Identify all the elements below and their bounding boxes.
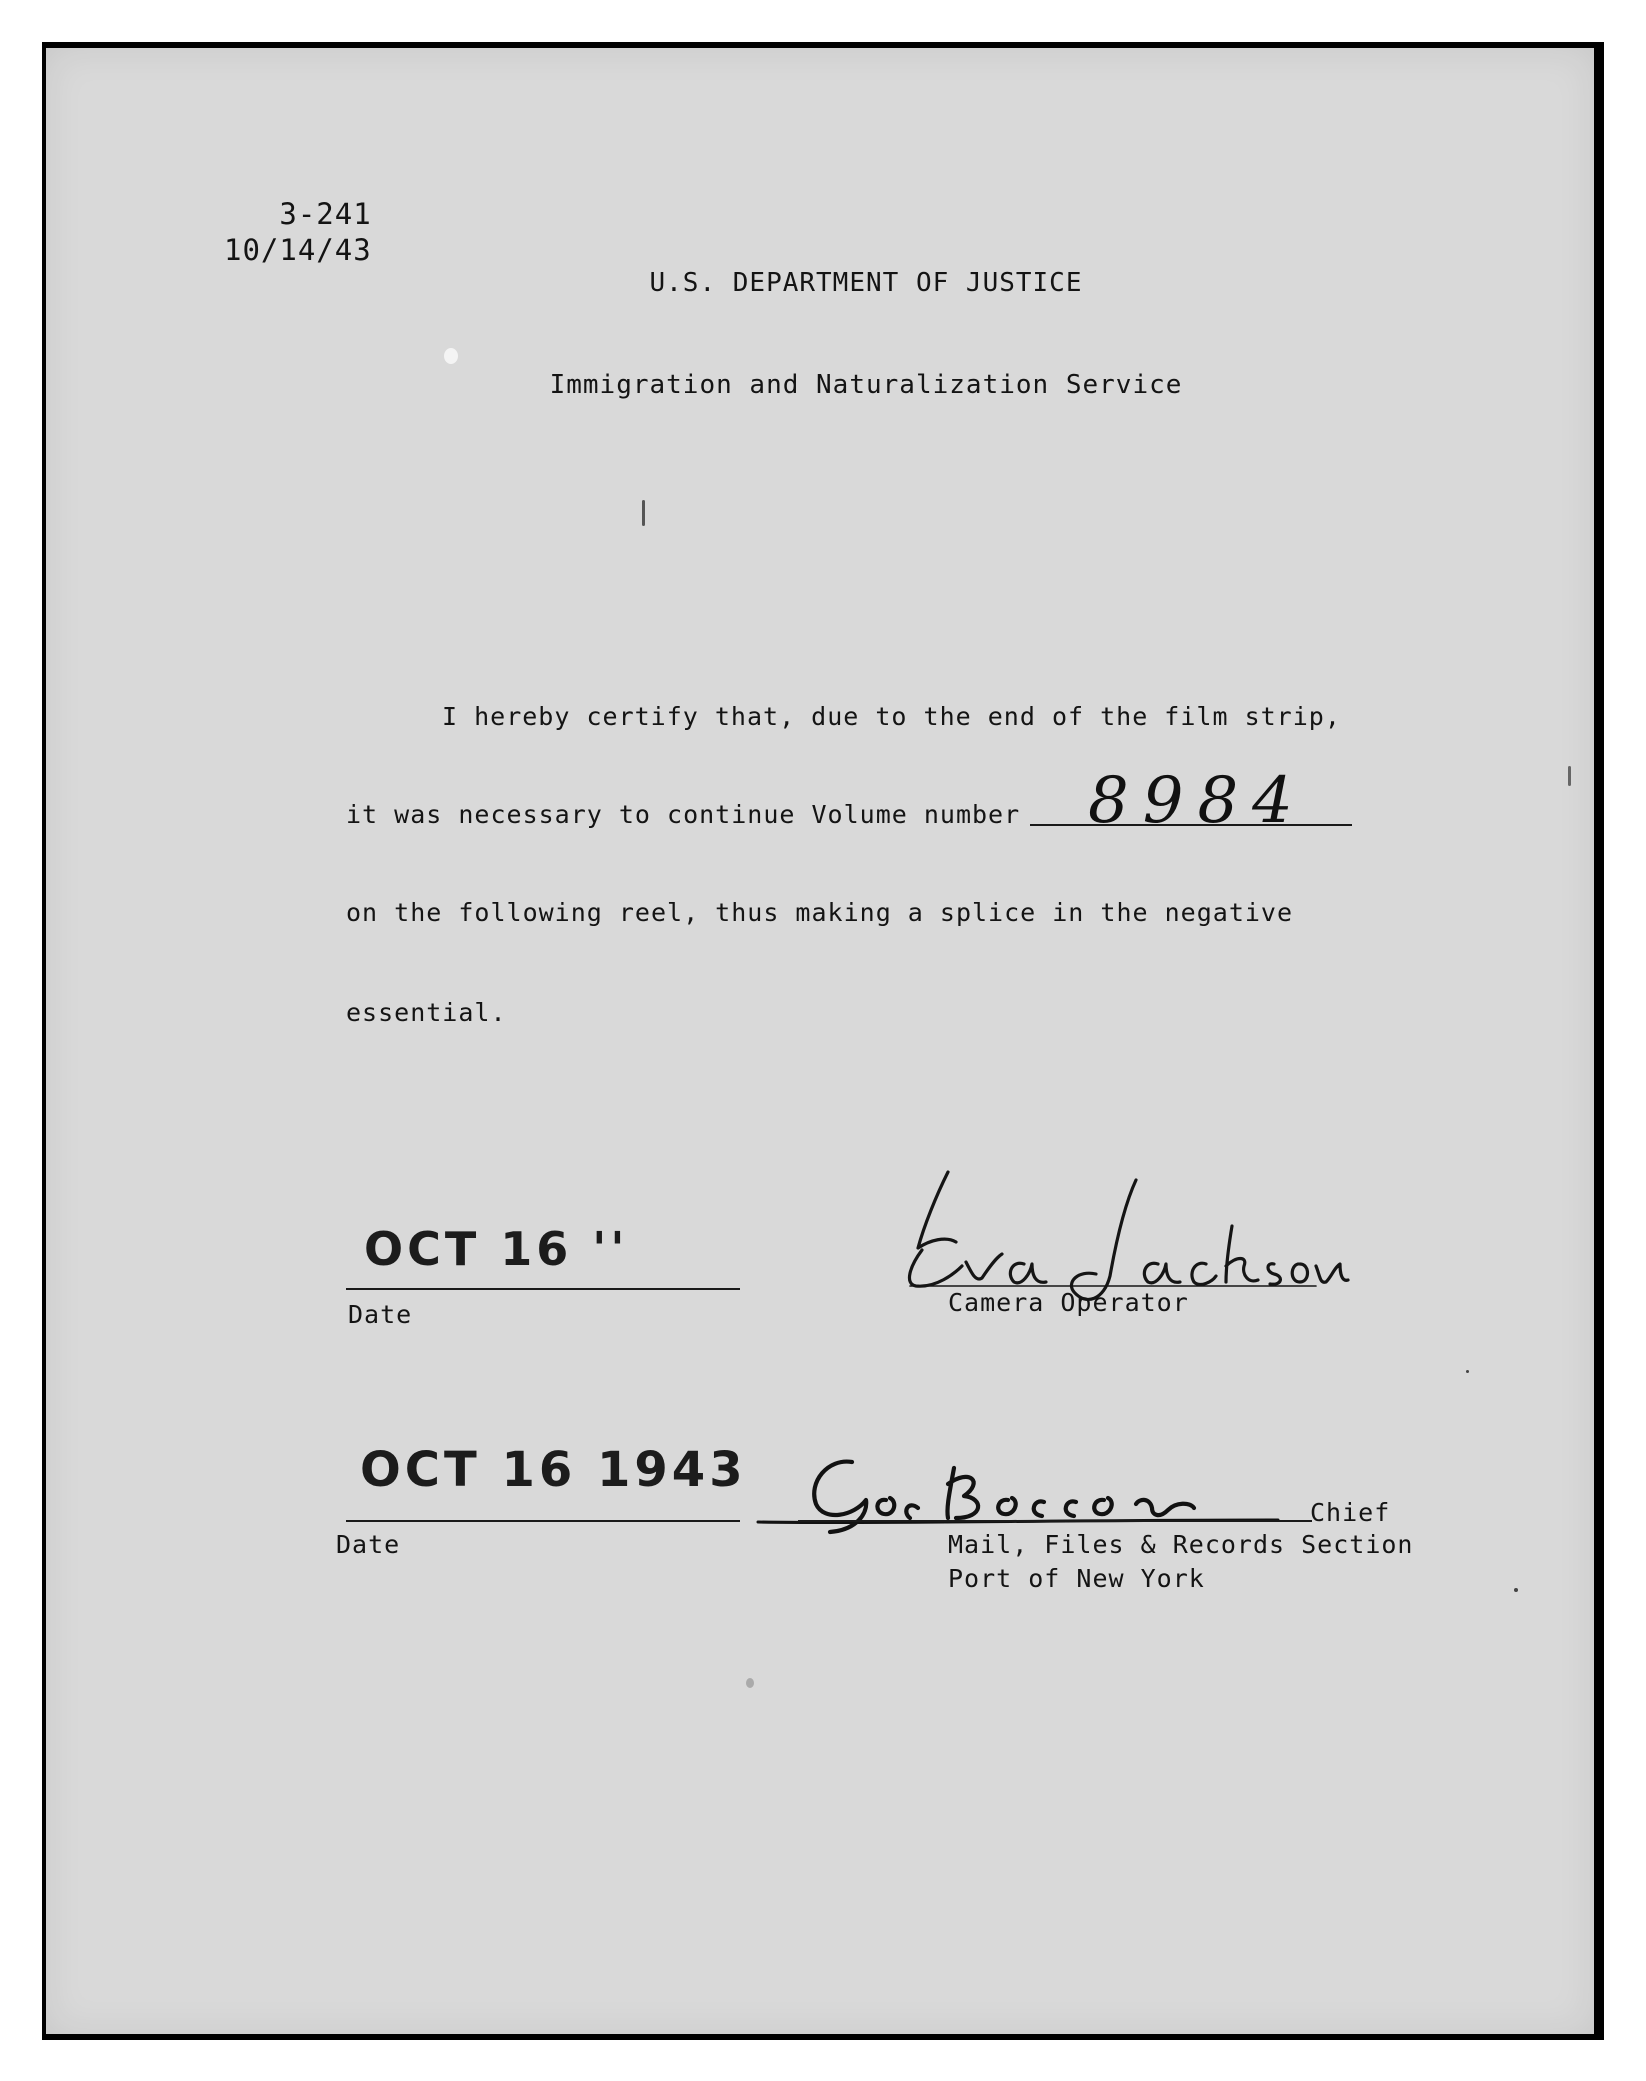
cert-line-4: essential. — [346, 998, 507, 1027]
film-scratch — [1568, 766, 1571, 786]
document-page — [46, 48, 1594, 2034]
department-title: U.S. DEPARTMENT OF JUSTICE — [649, 268, 1083, 298]
date-line-1 — [346, 1288, 740, 1290]
volume-number-handwritten: 8984 — [1088, 764, 1307, 838]
date-line-2 — [346, 1520, 740, 1522]
form-number: 3-241 — [279, 197, 372, 231]
film-speck — [1466, 1370, 1469, 1373]
date-stamp-1: OCT 16 '' — [364, 1222, 629, 1276]
film-speck — [1514, 1588, 1518, 1592]
agency-header — [486, 198, 1246, 470]
date-label-2: Date — [336, 1530, 401, 1559]
cert-line-2: it was necessary to continue Volume number — [346, 800, 1021, 829]
camera-operator-title: Camera Operator — [948, 1288, 1189, 1317]
port-title: Port of New York — [948, 1564, 1205, 1593]
form-number-block — [224, 196, 372, 268]
signature-line-chief — [798, 1520, 1312, 1522]
cert-line-3: on the following reel, thus making a splice in the negative — [346, 898, 1294, 927]
chief-title: Chief — [1310, 1498, 1391, 1527]
film-speck — [444, 348, 458, 364]
film-scratch — [642, 500, 645, 526]
agency-subtitle: Immigration and Naturalization Service — [549, 370, 1183, 400]
cert-line-1: I hereby certify that, due to the end of the film strip, — [442, 702, 1341, 731]
form-date: 10/14/43 — [224, 233, 372, 267]
document-frame — [42, 42, 1604, 2040]
date-stamp-2: OCT 16 1943 — [360, 1442, 747, 1498]
section-title: Mail, Files & Records Section — [948, 1530, 1414, 1559]
date-label-1: Date — [348, 1300, 413, 1329]
film-speck — [746, 1678, 754, 1688]
